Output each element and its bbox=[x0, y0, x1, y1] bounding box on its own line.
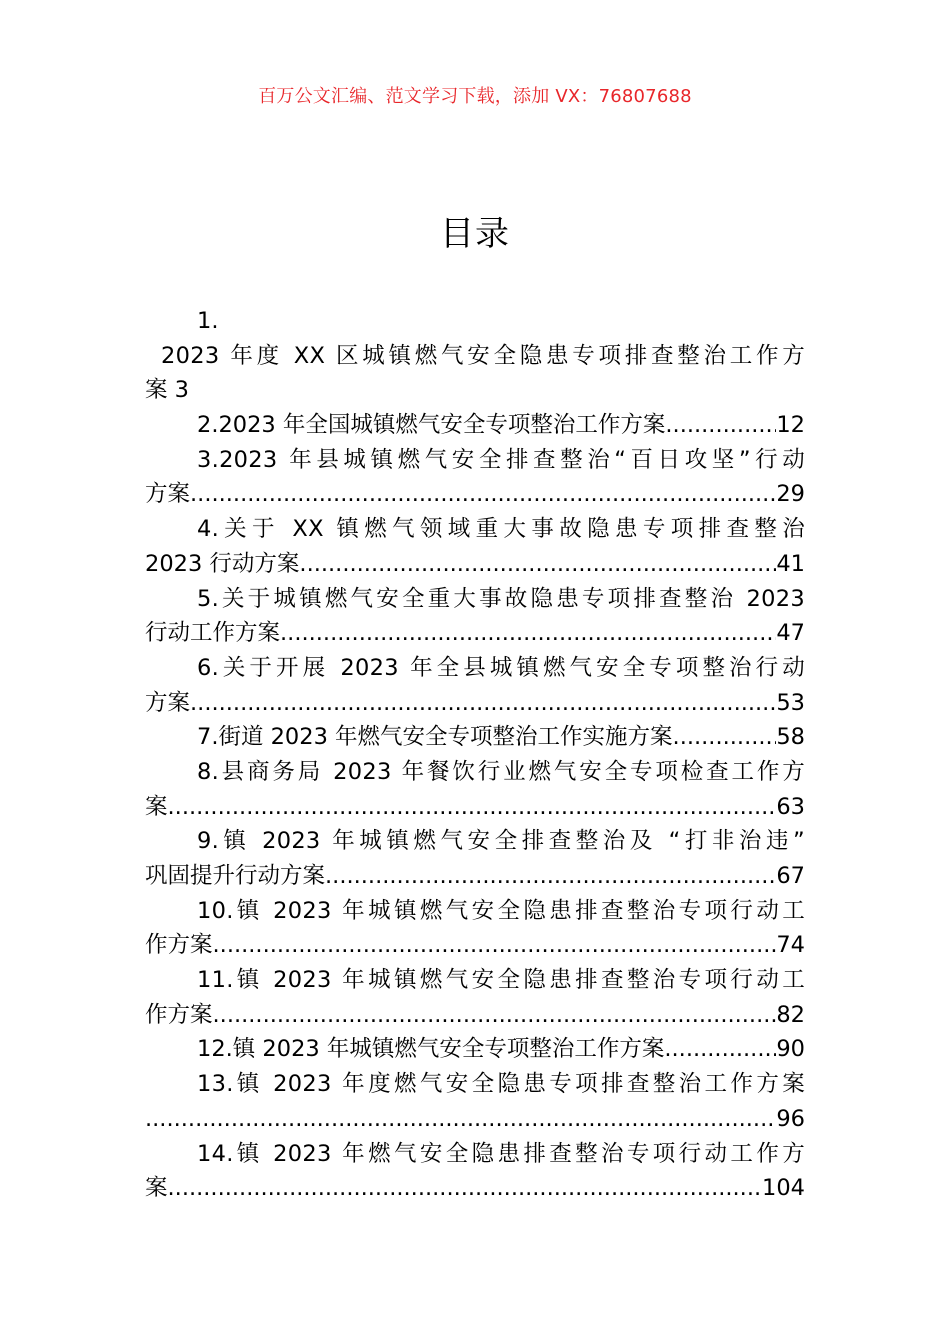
dot-leader bbox=[673, 720, 777, 755]
toc-page-number: 104 bbox=[762, 1175, 805, 1202]
toc-line bbox=[145, 998, 805, 1033]
toc-line bbox=[145, 686, 805, 721]
toc-entry-7[interactable] bbox=[145, 720, 805, 755]
toc-entry-title: 5.关于城镇燃气安全重大事故隐患专项排查整治 2023 bbox=[197, 585, 805, 612]
toc-line bbox=[145, 547, 805, 582]
toc-entry-number: 1. bbox=[197, 308, 219, 334]
toc-page-number: 12 bbox=[776, 412, 805, 439]
toc-entry-title: 8.县商务局 2023 年餐饮行业燃气安全专项检查工作方 bbox=[197, 758, 805, 785]
dot-leader bbox=[145, 1102, 776, 1137]
toc-line bbox=[145, 824, 805, 859]
dot-leader bbox=[168, 1171, 763, 1206]
toc-entry-6[interactable] bbox=[145, 651, 805, 720]
dot-leader bbox=[213, 928, 777, 963]
dot-leader bbox=[168, 790, 777, 825]
toc-entry-8[interactable] bbox=[145, 755, 805, 824]
toc-page-number: 58 bbox=[776, 724, 805, 751]
toc-line bbox=[145, 1032, 805, 1067]
toc-line bbox=[145, 894, 805, 929]
toc-entry-3[interactable] bbox=[145, 443, 805, 512]
toc-page-number: 90 bbox=[776, 1036, 805, 1063]
toc-line bbox=[145, 373, 805, 408]
toc-line bbox=[145, 755, 805, 790]
toc-line bbox=[145, 304, 805, 339]
toc-entry-title-tail: 案 bbox=[145, 793, 168, 820]
toc-page-number: 96 bbox=[776, 1105, 805, 1132]
toc-line bbox=[145, 408, 805, 443]
toc-line bbox=[145, 443, 805, 478]
toc-entry-title: 6.关于开展 2023 年全县城镇燃气安全专项整治行动 bbox=[197, 654, 805, 681]
toc-line bbox=[145, 1102, 805, 1137]
toc-entry-title-tail: 案 bbox=[145, 1175, 168, 1202]
toc-entry-title: 4.关于 XX 镇燃气领域重大事故隐患专项排查整治 bbox=[197, 516, 805, 543]
dot-leader bbox=[213, 998, 777, 1033]
toc-line bbox=[145, 616, 805, 651]
toc-page-number: 53 bbox=[776, 689, 805, 716]
toc-entry-9[interactable] bbox=[145, 824, 805, 893]
toc-entry-10[interactable] bbox=[145, 894, 805, 963]
toc-line bbox=[145, 339, 805, 374]
toc-line bbox=[145, 928, 805, 963]
toc-entry-title-tail: 巩固提升行动方案 bbox=[145, 863, 326, 889]
toc-page-number: 63 bbox=[776, 793, 805, 820]
toc-entry-title: 14.镇 2023 年燃气安全隐患排查整治专项行动工作方 bbox=[197, 1140, 805, 1167]
dot-leader bbox=[664, 1032, 776, 1067]
dot-leader bbox=[190, 686, 776, 721]
toc-entry-4[interactable] bbox=[145, 512, 805, 581]
table-of-contents bbox=[145, 304, 805, 1206]
toc-entry-title-tail: 作方案 bbox=[145, 1001, 213, 1028]
toc-line bbox=[145, 790, 805, 825]
toc-entry-title: 2023 年度 XX 区城镇燃气安全隐患专项排查整治工作方 bbox=[161, 342, 805, 369]
toc-line bbox=[145, 512, 805, 547]
watermark-banner: 百万公文汇编、范文学习下载，添加 VX：76807688 bbox=[258, 86, 692, 107]
toc-entry-title-tail: 方案 bbox=[145, 689, 191, 716]
toc-line bbox=[145, 963, 805, 998]
toc-line bbox=[145, 1171, 805, 1206]
toc-entry-title: 7.街道 2023 年燃气安全专项整治工作实施方案 bbox=[197, 724, 673, 751]
dot-leader bbox=[325, 859, 776, 894]
toc-entry-title-tail: 2023 行动方案 bbox=[145, 550, 300, 577]
toc-entry-title: 12.镇 2023 年城镇燃气安全专项整治工作方案 bbox=[197, 1036, 665, 1063]
dot-leader bbox=[299, 547, 776, 582]
dot-leader bbox=[665, 408, 776, 443]
page-title: 目录 bbox=[440, 214, 510, 254]
toc-entry-11[interactable] bbox=[145, 963, 805, 1032]
toc-entry-12[interactable] bbox=[145, 1032, 805, 1067]
toc-entry-title: 10.镇 2023 年城镇燃气安全隐患排查整治专项行动工 bbox=[197, 897, 805, 924]
toc-entry-title-tail: 作方案 bbox=[145, 932, 213, 959]
toc-entry-2[interactable] bbox=[145, 408, 805, 443]
toc-entry-title: 2.2023 年全国城镇燃气安全专项整治工作方案 bbox=[197, 412, 666, 439]
toc-line bbox=[145, 582, 805, 617]
dot-leader bbox=[280, 616, 776, 651]
toc-page-number: 67 bbox=[776, 863, 805, 889]
toc-page-number: 29 bbox=[776, 481, 805, 508]
toc-page-number: 82 bbox=[776, 1001, 805, 1028]
toc-entry-title-tail: 行动工作方案 bbox=[145, 620, 281, 647]
toc-entry-1[interactable] bbox=[145, 304, 805, 408]
toc-entry-title: 11.镇 2023 年城镇燃气安全隐患排查整治专项行动工 bbox=[197, 967, 805, 994]
toc-entry-14[interactable] bbox=[145, 1137, 805, 1206]
toc-entry-5[interactable] bbox=[145, 582, 805, 651]
toc-entry-title-tail: 案 3 bbox=[145, 377, 189, 404]
toc-page-number: 41 bbox=[776, 550, 805, 577]
dot-leader bbox=[190, 477, 776, 512]
toc-line bbox=[145, 720, 805, 755]
toc-line bbox=[145, 859, 805, 894]
toc-line bbox=[145, 477, 805, 512]
toc-page-number: 74 bbox=[776, 932, 805, 959]
toc-line bbox=[145, 1137, 805, 1172]
toc-line bbox=[145, 1067, 805, 1102]
toc-entry-title: 9.镇 2023 年城镇燃气安全排查整治及 “打非治违” bbox=[197, 828, 805, 855]
toc-entry-13[interactable] bbox=[145, 1067, 805, 1136]
toc-entry-title: 3.2023 年县城镇燃气安全排查整治“百日攻坚”行动 bbox=[197, 446, 805, 473]
toc-line bbox=[145, 651, 805, 686]
toc-page-number: 47 bbox=[776, 620, 805, 647]
toc-entry-title: 13.镇 2023 年度燃气安全隐患专项排查整治工作方案 bbox=[197, 1071, 805, 1098]
toc-entry-title-tail: 方案 bbox=[145, 481, 191, 508]
